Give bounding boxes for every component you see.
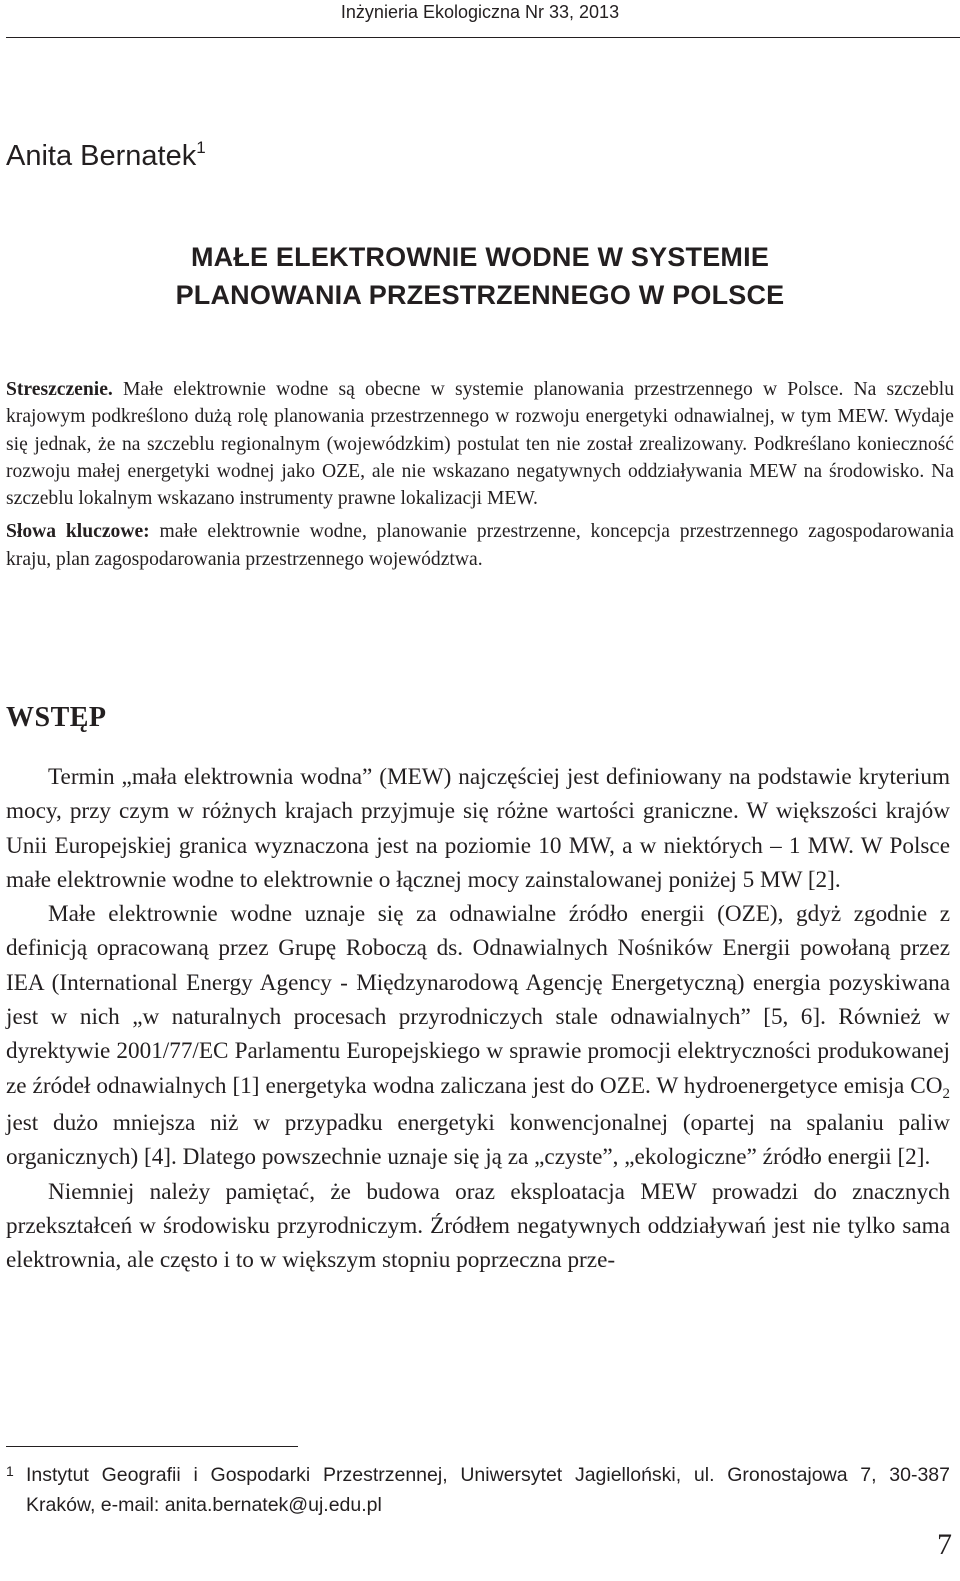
article-title — [60, 238, 900, 314]
abstract-label: Streszczenie. — [6, 379, 113, 400]
affiliation-mark: 1 — [196, 138, 206, 157]
section-body — [6, 760, 950, 1277]
body-paragraph-3: Niemniej należy pamiętać, że budowa oraz eksploatacja MEW prowadzi do znacznych przekształceń w środowisku przyrodniczym. Źródłem negatywnych oddziaływań jest nie tylko sama elektrownia, ale często i to w większym stopniu poprzeczna prze- — [6, 1178, 950, 1274]
footnote-text: Instytut Geografii i Gospodarki Przestrzennej, Uniwersytet Jagielloński, ul. Gronostajowa 7, 30-387 Kraków, e-mail: anita.bernatek@uj.edu.pl — [26, 1464, 950, 1516]
keywords-text: małe elektrownie wodne, planowanie przestrzenne, koncepcja przestrzennego zagospodarowania kraju, plan zagospodarowania przestrzennego województwa. — [6, 521, 954, 570]
abstract-block — [6, 376, 954, 573]
journal-header: Inżynieria Ekologiczna Nr 33, 2013 — [340, 2, 620, 22]
header-rule — [6, 37, 960, 38]
body-paragraph-2 — [6, 897, 950, 1174]
section-heading: WSTĘP — [6, 702, 107, 733]
author-line — [6, 140, 206, 173]
body-paragraph-2-part-b: jest dużo mniejsza niż w przypadku energetyki konwencjonalnej (opartej na spalaniu paliw organicznych) [4]. Dlatego powszechnie uznaje się ją za „czyste”, „ekologiczne” źródło energii [2]. — [6, 1109, 950, 1171]
body-paragraph-2-part-a: Małe elektrownie wodne uznaje się za odnawialne źródło energii (OZE), gdyż zgodnie z definicją opracowaną przez Grupę Roboczą ds. Odnawialnych Nośników Energii powołaną przez IEA (International Energy Agency - Międzynarodową Agencję Energetyczną) energia pozyskiwana jest w nich „w naturalnych procesach przyrodniczych stale odnawialnych” [5, 6]. Również w dyrektywie 2001/77/EC Parlamentu Europejskiego w sprawie promocji elektryczności produkowanej ze źródeł odnawialnych [1] energetyka wodna zaliczana jest do OZE. W hydroenergetyce emisja CO — [6, 901, 950, 1099]
title-line-2: PLANOWANIA PRZESTRZENNEGO W POLSCE — [175, 280, 785, 310]
keywords-label: Słowa kluczowe: — [6, 521, 150, 543]
page-number: 7 — [937, 1528, 952, 1561]
abstract-text: Małe elektrownie wodne są obecne w systemie planowania przestrzennego w Polsce. Na szczeblu krajowym podkreślono dużą rolę planowania przestrzennego w rozwoju energetyki odnawialnej, w tym MEW. Wydaje się jednak, że na szczeblu regionalnym (wojewódzkim) postulat ten nie został zrealizowany. Podkreślano konieczność rozwoju małej energetyki wodnej jako OZE, ale nie wskazano negatywnych oddziaływania MEW na środowisko. Na szczeblu lokalnym wskazano instrumenty prawne lokalizacji MEW. — [6, 379, 955, 510]
author-name: Anita Bernatek — [6, 140, 197, 172]
footnote-rule — [6, 1446, 298, 1447]
keywords-paragraph — [6, 518, 954, 573]
body-paragraph-1: Termin „mała elektrownia wodna” (MEW) najczęściej jest definiowany na podstawie kryterium mocy, przy czym w różnych krajach przyjmuje się różne wartości graniczne. W większości krajów Unii Europejskiej granica wyznaczona jest na poziomie 10 MW, a w niektórych – 1 MW. W Polsce małe elektrownie wodne to elektrownie o łącznej mocy zainstalowanej poniżej 5 MW [2]. — [6, 764, 950, 893]
footnote-mark: 1 — [6, 1463, 14, 1479]
footnote — [6, 1460, 950, 1520]
co2-subscript: 2 — [942, 1085, 950, 1102]
title-line-1: MAŁE ELEKTROWNIE WODNE W SYSTEMIE — [190, 242, 770, 272]
abstract-paragraph — [6, 376, 954, 512]
